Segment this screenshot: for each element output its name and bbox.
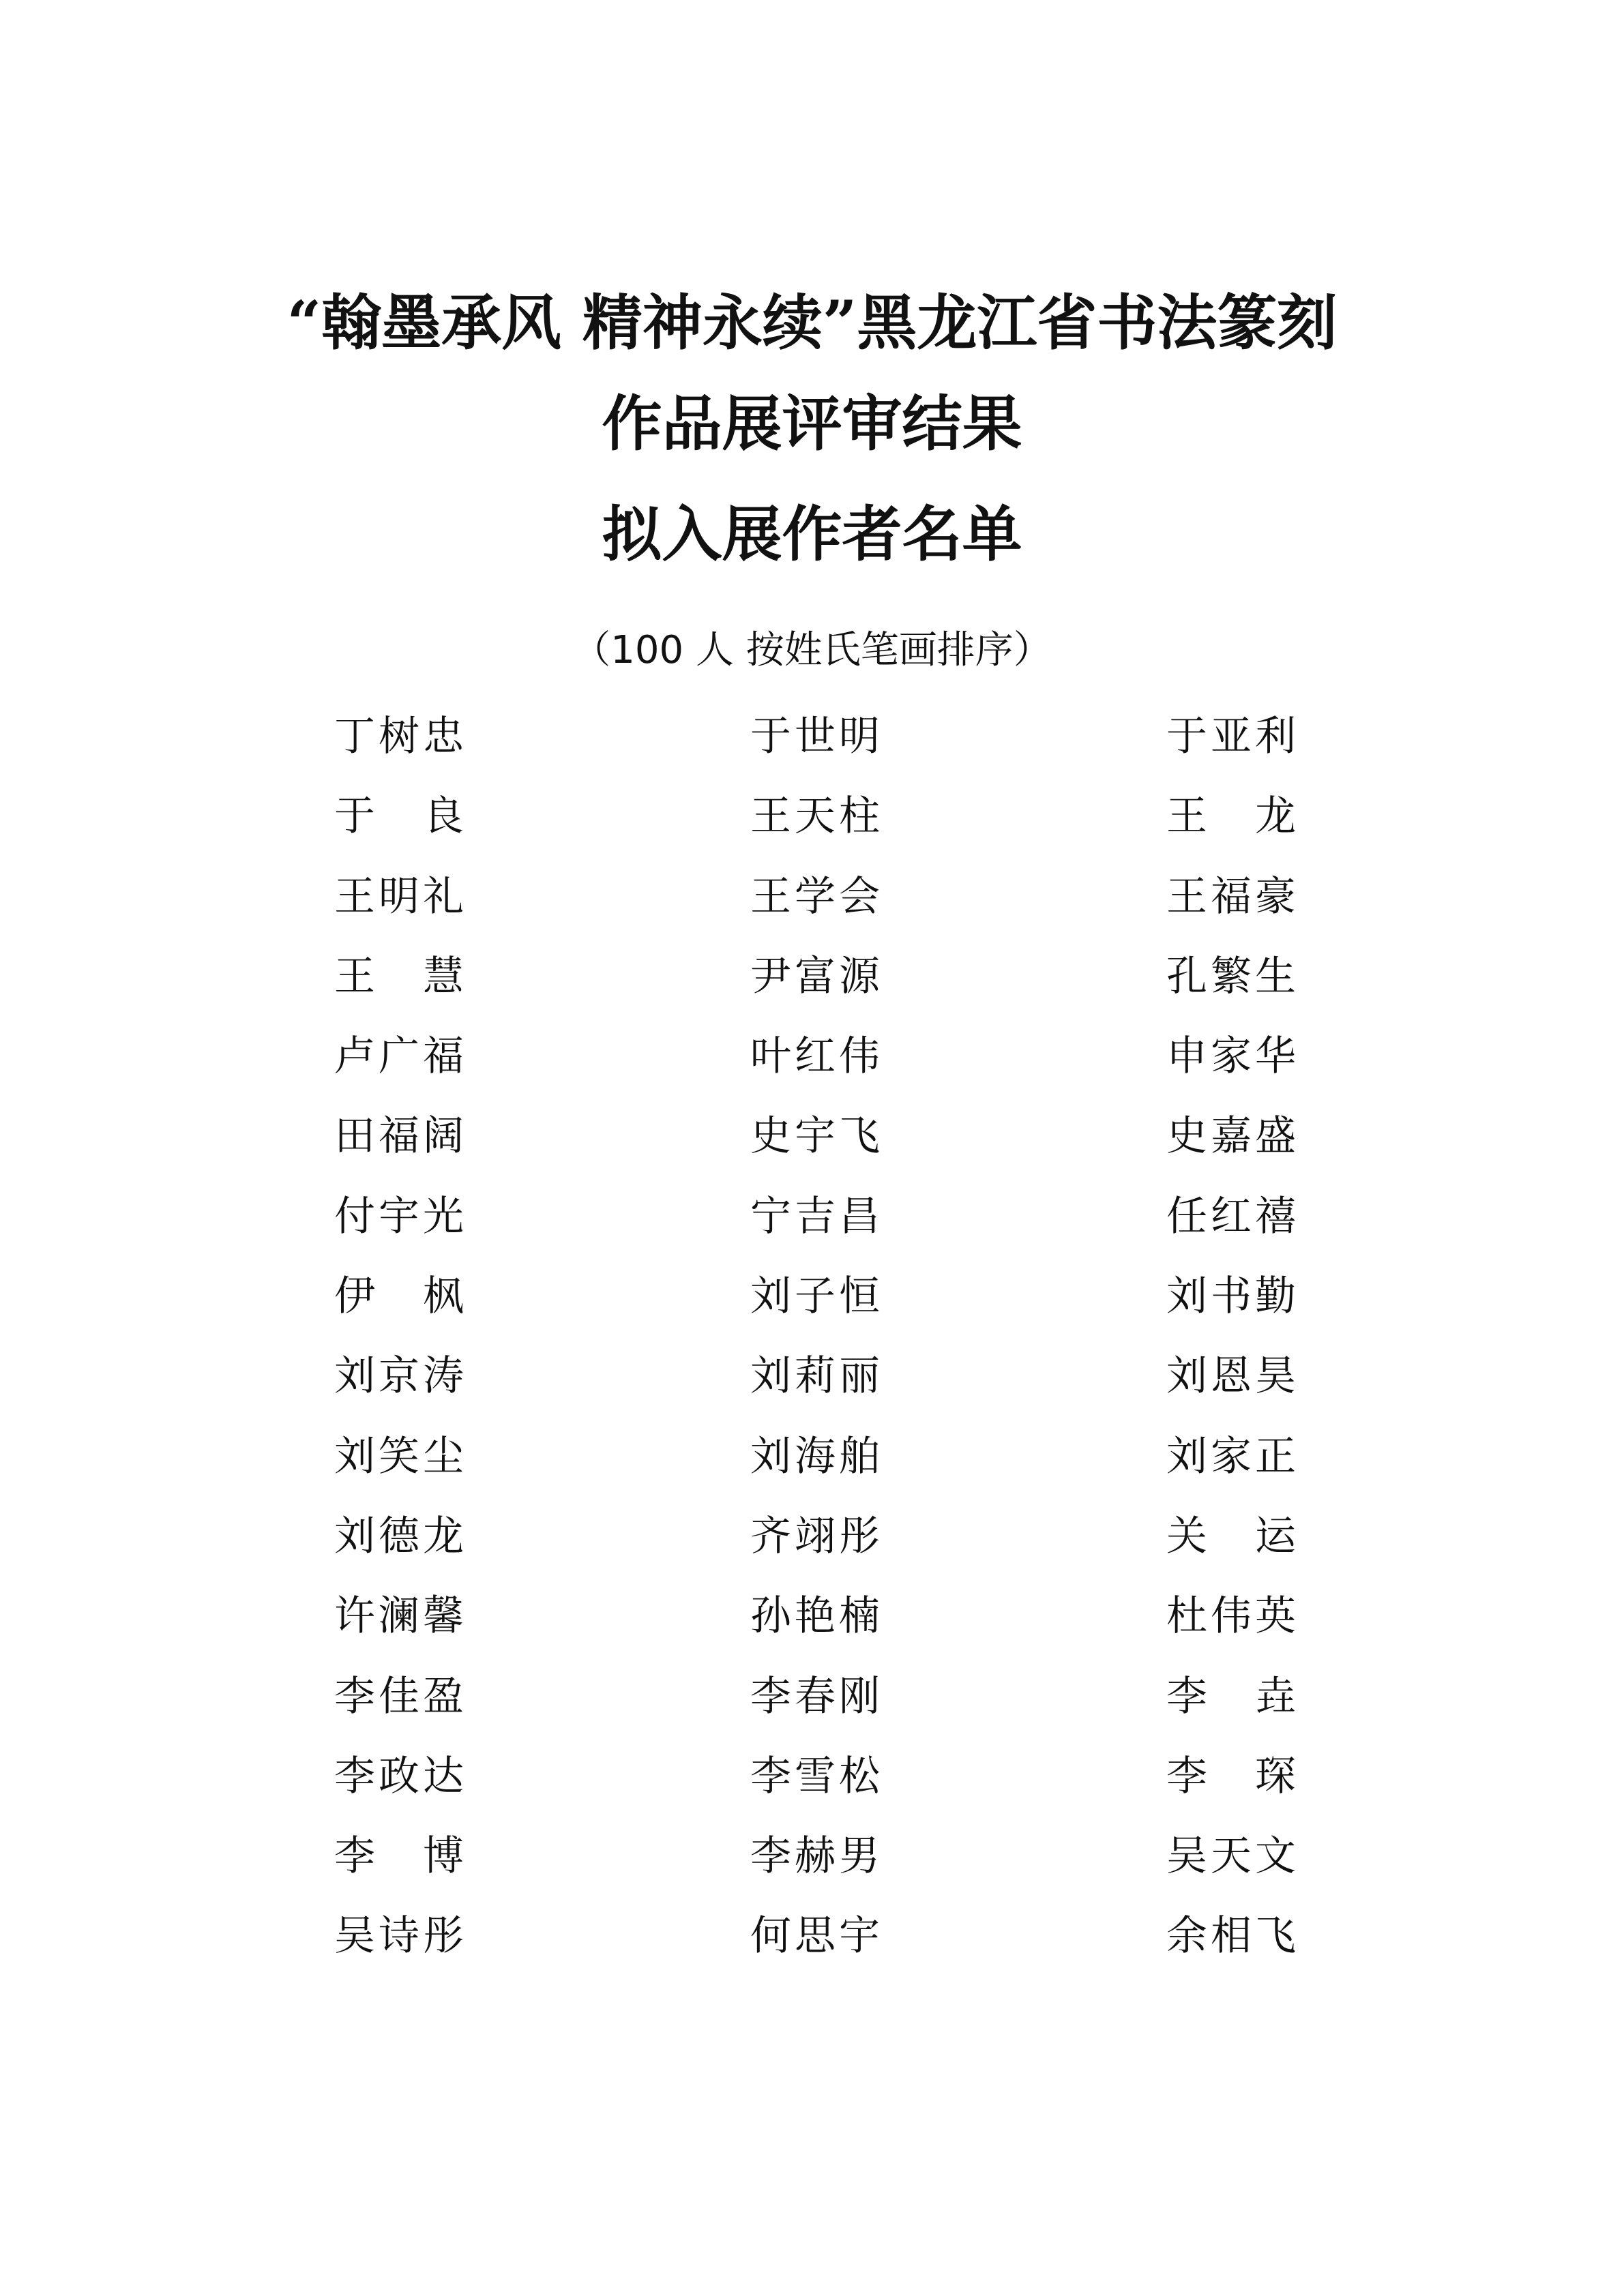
author-name: 孙 艳 楠 [750, 1592, 880, 1641]
name-row [0, 1822, 1624, 1902]
author-name: 伊 枫 [334, 1272, 464, 1321]
author-name: 李 垚 [1166, 1672, 1296, 1720]
author-name: 许 澜 馨 [334, 1592, 464, 1641]
author-name: 叶 红 伟 [750, 1032, 880, 1081]
author-name: 关 运 [1166, 1512, 1296, 1560]
author-name: 刘 京 涛 [334, 1352, 464, 1401]
document-title-line-1: “翰墨承风 精神永续”黑龙江省书法篆刻 [286, 287, 1338, 358]
author-name: 史 宇 飞 [750, 1112, 880, 1161]
author-name: 于 世 明 [750, 713, 880, 760]
name-row [0, 1422, 1624, 1502]
author-name: 李 春 刚 [750, 1672, 880, 1720]
name-row [0, 1342, 1624, 1422]
author-name: 王 福 豪 [1166, 872, 1296, 921]
name-row [0, 1902, 1624, 1982]
author-name: 宁 吉 昌 [750, 1192, 880, 1240]
author-name: 尹 富 源 [750, 952, 880, 1000]
author-name: 王 明 礼 [334, 872, 464, 921]
author-name: 王 天 柱 [750, 792, 880, 841]
author-name: 申 家 华 [1166, 1032, 1296, 1081]
author-name: 杜 伟 英 [1166, 1592, 1296, 1641]
author-name: 李 赫 男 [750, 1832, 880, 1881]
author-name: 王 龙 [1166, 792, 1296, 841]
author-name: 吴 诗 彤 [334, 1912, 464, 1960]
author-name: 于 亚 利 [1166, 713, 1296, 760]
name-row [0, 1102, 1624, 1182]
author-name: 卢 广 福 [334, 1032, 464, 1081]
author-name: 吴 天 文 [1166, 1832, 1296, 1881]
author-name: 史 嘉 盛 [1166, 1112, 1296, 1161]
author-name: 丁 树 忠 [334, 713, 464, 760]
author-name: 任 红 禧 [1166, 1192, 1296, 1240]
author-name: 于 良 [334, 792, 464, 841]
author-name: 余 相 飞 [1166, 1912, 1296, 1960]
author-name: 王 学 会 [750, 872, 880, 921]
name-row [0, 1262, 1624, 1342]
author-name: 刘 子 恒 [750, 1272, 880, 1321]
name-row [0, 1182, 1624, 1262]
author-name: 何 思 宇 [750, 1912, 880, 1960]
name-row [0, 1742, 1624, 1822]
author-name: 刘 恩 昊 [1166, 1352, 1296, 1401]
sorting-note: （100 人 按姓氏笔画排序） [572, 628, 1052, 672]
name-row [0, 782, 1624, 862]
document-title-line-2: 作品展评审结果 [602, 388, 1022, 459]
author-name: 王 慧 [334, 952, 464, 1000]
author-name: 付 宇 光 [334, 1192, 464, 1240]
author-name: 李 琛 [1166, 1752, 1296, 1800]
author-name: 李 政 达 [334, 1752, 464, 1800]
author-name: 刘 德 龙 [334, 1512, 464, 1560]
author-name: 齐 翊 彤 [750, 1512, 880, 1560]
name-row [0, 1663, 1624, 1742]
name-row [0, 1582, 1624, 1662]
author-name: 田 福 阔 [334, 1112, 464, 1161]
author-name: 刘 家 正 [1166, 1432, 1296, 1480]
name-row [0, 1502, 1624, 1582]
document-subtitle: 拟入展作者名单 [602, 498, 1022, 569]
author-name: 李 雪 松 [750, 1752, 880, 1800]
author-name: 李 博 [334, 1832, 464, 1881]
name-row [0, 863, 1624, 942]
author-name: 孔 繁 生 [1166, 952, 1296, 1000]
author-name: 刘 笑 尘 [334, 1432, 464, 1480]
author-name: 李 佳 盈 [334, 1672, 464, 1720]
name-row [0, 702, 1624, 782]
author-name: 刘 海 舶 [750, 1432, 880, 1480]
author-name: 刘 莉 丽 [750, 1352, 880, 1401]
name-list [0, 702, 1624, 1982]
name-row [0, 1022, 1624, 1102]
name-row [0, 942, 1624, 1022]
author-name: 刘 书 勤 [1166, 1272, 1296, 1321]
